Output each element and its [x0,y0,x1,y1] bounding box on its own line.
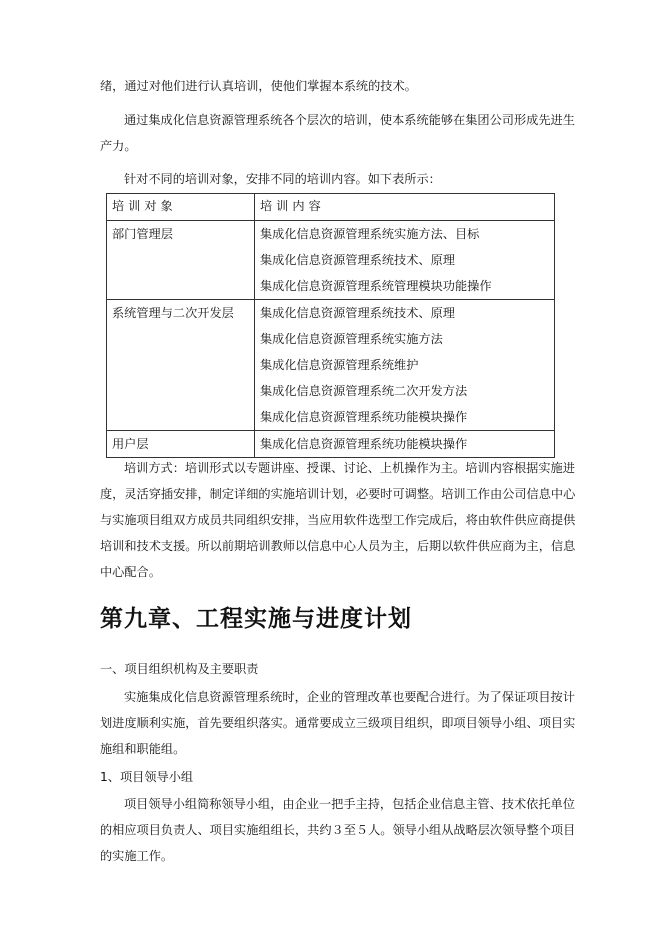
text-line: 实施集成化信息资源管理系统时，企业的管理改革也要配合进行。为了保证项目按计 [124,690,575,704]
target-cell: 用户层 [107,431,255,458]
text-line: 划进度顺利实施，首先要组织落实。通常要成立三级项目组织，即项目领导小组、项目实 [100,716,576,730]
content-item: 集成化信息资源管理系统实施方法 [260,332,443,346]
text-line: 培训和技术支援。所以前期培训教师以信息中心人员为主，后期以软件供应商为主，信息 [100,539,576,553]
text-line: 中心配合。 [100,565,161,579]
content-cell [255,300,555,431]
table-row [107,300,555,431]
text-line: 的相应项目负责人、项目实施组组长，共约３至５人。领导小组从战略层次领导整个项目 [100,823,576,837]
section-paragraph [100,684,576,762]
target-cell: 部门管理层 [107,221,255,300]
subsection-paragraph [100,791,576,869]
content-item: 集成化信息资源管理系统技术、原理 [260,253,455,267]
content-item: 集成化信息资源管理系统实施方法、目标 [260,227,480,241]
section-heading: 一、项目组织机构及主要职责 [100,662,259,676]
text-line: 产力。 [100,139,137,153]
text-line: 通过集成化信息资源管理系统各个层次的培训，使本系统能够在集团公司形成先进生 [124,113,575,127]
text-line: 施组和职能组。 [100,742,186,756]
content-cell [255,431,555,458]
content-item: 集成化信息资源管理系统管理模块功能操作 [260,279,492,293]
training-method-paragraph [100,455,576,585]
target-cell: 系统管理与二次开发层 [107,300,255,431]
text-line: 度，灵活穿插安排，制定详细的实施培训计划，必要时可调整。培训工作由公司信息中心 [100,487,576,501]
table-intro [100,166,555,192]
text-line: 培训方式：培训形式以专题讲座、授课、讨论、上机操作为主。培训内容根据实施进 [124,461,575,475]
content-item: 集成化信息资源管理系统技术、原理 [260,306,455,320]
content-item: 集成化信息资源管理系统维护 [260,358,419,372]
chapter-title: 第九章、工程实施与进度计划 [100,605,412,632]
text-line: 针对不同的培训对象，安排不同的培训内容。如下表所示： [124,172,441,186]
intro-paragraph [100,107,575,159]
content-cell [255,221,555,300]
intro-line [100,73,555,99]
text-line: 绪，通过对他们进行认真培训，使他们掌握本系统的技术。 [100,79,417,93]
content-item: 集成化信息资源管理系统二次开发方法 [260,384,468,398]
table-row [107,221,555,300]
table-row [107,431,555,458]
subsection-heading: 1、项目领导小组 [100,770,194,784]
text-line: 项目领导小组简称领导小组，由企业一把手主持，包括企业信息主管、技术依托单位 [124,797,575,811]
content-item: 集成化信息资源管理系统功能模块操作 [260,437,468,451]
training-table [106,193,555,458]
text-line: 的实施工作。 [100,849,174,863]
table-header-row [107,194,555,221]
column-header-content: 培训内容 [255,194,555,221]
text-line: 与实施项目组双方成员共同组织安排，当应用软件选型工作完成后，将由软件供应商提供 [100,513,576,527]
content-item: 集成化信息资源管理系统功能模块操作 [260,410,468,424]
column-header-target: 培训对象 [107,194,255,221]
